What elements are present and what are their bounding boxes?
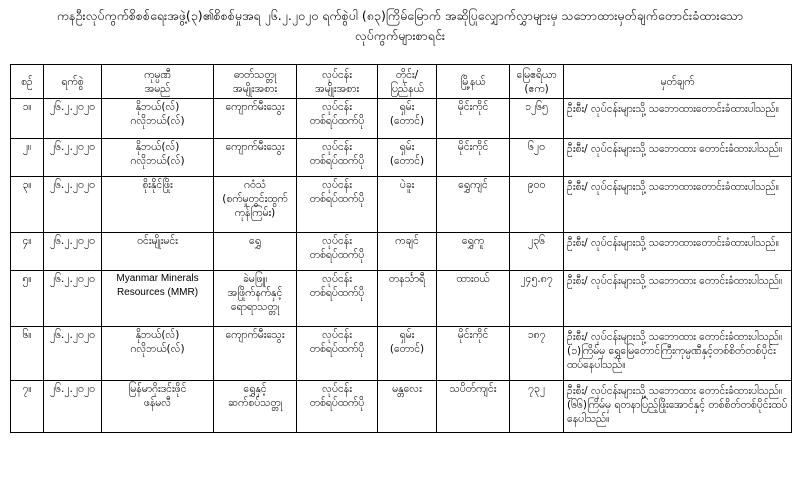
cell-township: မိုင်းကိုင် — [437, 99, 510, 139]
cell-mineral: ရွှေ — [214, 233, 297, 271]
cell-remarks: ဦးစီး/ လုပ်ငန်းများသို့ သဘောထား တောင်းခံထားပါသည်။ (၆၆)ကြိမ်မှ ရတနာပြည့်ဖြိုးအောင်နှင့် တစ်စိတ်တစ်ပိုင်းထပ်နေပါသည်။ — [564, 381, 792, 433]
cell-no: ၃။ — [11, 177, 44, 233]
cell-no: ၇။ — [11, 381, 44, 433]
license-table — [10, 64, 792, 433]
cell-remarks: ဦးစီး/ လုပ်ငန်းများသို့ သဘောထား တောင်းခံထားပါသည်။ — [564, 139, 792, 177]
cell-no: ၆။ — [11, 327, 44, 381]
cell-area: ၂၃၆ — [510, 233, 564, 271]
table-row — [11, 271, 792, 327]
cell-area: ၇၃၂ — [510, 381, 564, 433]
cell-company: နိုဘယ်(လ်) ဂလိုဘယ်(လ်) — [102, 99, 214, 139]
cell-date: ၂၆.၂.၂၀၂၀ — [44, 327, 102, 381]
header-remarks: မှတ်ချက် — [564, 65, 792, 99]
cell-work-type: လုပ်ငန်း တစ်ရပ်ထက်ပို — [297, 177, 378, 233]
cell-company: Myanmar Minerals Resources (MMR) — [102, 271, 214, 327]
header-state: တိုင်း/ ပြည်နယ် — [378, 65, 437, 99]
cell-company: စိုးနိုင်ဖြိုး — [102, 177, 214, 233]
cell-area: ၆၂၀ — [510, 139, 564, 177]
cell-remarks: ဦးစီး/ လုပ်ငန်းများသို့ သဘောထား တောင်းခံထားပါသည်။ (၁)ကြိမ်မှ ရွှေမြေတောင်ကြီးကုမ္ပဏီနှင့်တစ်စိတ်တစ်ပိုင်း ထပ်နေပါသည်။ — [564, 327, 792, 381]
cell-date: ၂၆.၂.၂၀၂၀ — [44, 271, 102, 327]
table-row — [11, 139, 792, 177]
header-no: စဉ် — [11, 65, 44, 99]
cell-mineral: ကျောက်မီးသွေး — [214, 327, 297, 381]
header-area: မြေဧရိယာ (ဧက) — [510, 65, 564, 99]
cell-township: ရွှေကူ — [437, 233, 510, 271]
cell-mineral: ဂဝံသံ (စက်မှုတွင်းထွက် ကုန်ကြမ်း) — [214, 177, 297, 233]
cell-date: ၂၆.၂.၂၀၂၀ — [44, 139, 102, 177]
cell-state: ရှမ်း (တောင်) — [378, 139, 437, 177]
title-line-1: ကနဦးလုပ်ကွက်စိစစ်ရေးအဖွဲ့(၃)၏စိစစ်မှုအရ ၂၆.၂.၂၀၂၀ ရက်စွဲပါ (၈၃)ကြိမ်မြောက် အဆိုပြုလျှောက်လွှာများမှ သဘောထားမှတ်ချက်တောင်းခံထားသော — [56, 8, 744, 23]
cell-remarks: ဦးစီး/ လုပ်ငန်းများသို့ သဘောထား တောင်းခံထားပါသည်။ — [564, 271, 792, 327]
cell-work-type: လုပ်ငန်း တစ်ရပ်ထက်ပို — [297, 99, 378, 139]
table-row — [11, 381, 792, 433]
cell-state: တနင်္သာရီ — [378, 271, 437, 327]
cell-company: မြန်မာဂိုးဒင်းဖိုင် ဖန်မလီ — [102, 381, 214, 433]
cell-area: ၁၂၆၅ — [510, 99, 564, 139]
cell-work-type: လုပ်ငန်း တစ်ရပ်ထက်ပို — [297, 139, 378, 177]
cell-date: ၂၆.၂.၂၀၂၀ — [44, 233, 102, 271]
cell-township: ရွှေကျင် — [437, 177, 510, 233]
header-date: ရက်စွဲ — [44, 65, 102, 99]
header-company: ကုမ္ပဏီ အမည် — [102, 65, 214, 99]
table-row — [11, 327, 792, 381]
table-row — [11, 233, 792, 271]
cell-date: ၂၆.၂.၂၀၂၀ — [44, 99, 102, 139]
page-title — [0, 0, 800, 42]
cell-remarks: ဦးစီး/ လုပ်ငန်းများသို့ သဘောထားတောင်းခံထားပါသည်။ — [564, 99, 792, 139]
cell-area: ၉၀၀ — [510, 177, 564, 233]
cell-mineral: ခဲမဖြူ၊ အဖြိုက်နက်နှင့် ရောရာသတ္တု — [214, 271, 297, 327]
cell-township: မိုင်းကိုင် — [437, 327, 510, 381]
cell-no: ၁။ — [11, 99, 44, 139]
cell-work-type: လုပ်ငန်း တစ်ရပ်ထက်ပို — [297, 327, 378, 381]
cell-date: ၂၆.၂.၂၀၂၀ — [44, 381, 102, 433]
cell-state: ရှမ်း (တောင်) — [378, 327, 437, 381]
cell-no: ၄။ — [11, 233, 44, 271]
cell-company: ဝင်းမျိုးမင်း — [102, 233, 214, 271]
cell-township: ထားဝယ် — [437, 271, 510, 327]
cell-no: ၅။ — [11, 271, 44, 327]
cell-state: ကချင် — [378, 233, 437, 271]
cell-area: ၂၄၅.၈၇ — [510, 271, 564, 327]
cell-work-type: လုပ်ငန်း တစ်ရပ်ထက်ပို — [297, 233, 378, 271]
cell-remarks: ဦးစီး/ လုပ်ငန်းများသို့ သဘောထားတောင်းခံထားပါသည်။ — [564, 233, 792, 271]
cell-company: နိုဘယ်(လ်) ဂလိုဘယ်(လ်) — [102, 327, 214, 381]
header-township: မြို့နယ် — [437, 65, 510, 99]
cell-area: ၁၈၇ — [510, 327, 564, 381]
cell-township: မိုင်းကိုင် — [437, 139, 510, 177]
cell-remarks: ဦးစီး/ လုပ်ငန်းများသို့ သဘောထားတောင်းခံထားပါသည်။ — [564, 177, 792, 233]
cell-date: ၂၆.၂.၂၀၂၀ — [44, 177, 102, 233]
table-row — [11, 99, 792, 139]
cell-no: ၂။ — [11, 139, 44, 177]
cell-work-type: လုပ်ငန်း တစ်ရပ်ထက်ပို — [297, 381, 378, 433]
cell-state: ပဲခူး — [378, 177, 437, 233]
header-work-type: လုပ်ငန်း အမျိုးအစား — [297, 65, 378, 99]
cell-company: နိုဘယ်(လ်) ဂလိုဘယ်(လ်) — [102, 139, 214, 177]
cell-state: ရှမ်း (တောင်) — [378, 99, 437, 139]
cell-mineral: ကျောက်မီးသွေး — [214, 99, 297, 139]
cell-work-type: လုပ်ငန်း တစ်ရပ်ထက်ပို — [297, 271, 378, 327]
table-row — [11, 177, 792, 233]
cell-mineral: ရွှေနှင့် ဆက်စပ်သတ္တု — [214, 381, 297, 433]
cell-state: မန္တလေး — [378, 381, 437, 433]
cell-mineral: ကျောက်မီးသွေး — [214, 139, 297, 177]
title-line-2: လုပ်ကွက်များစာရင်း — [354, 28, 446, 43]
table-header-row — [11, 65, 792, 99]
cell-township: သပိတ်ကျင်း — [437, 381, 510, 433]
header-mineral: ဓာတ်သတ္တု အမျိုးအစား — [214, 65, 297, 99]
